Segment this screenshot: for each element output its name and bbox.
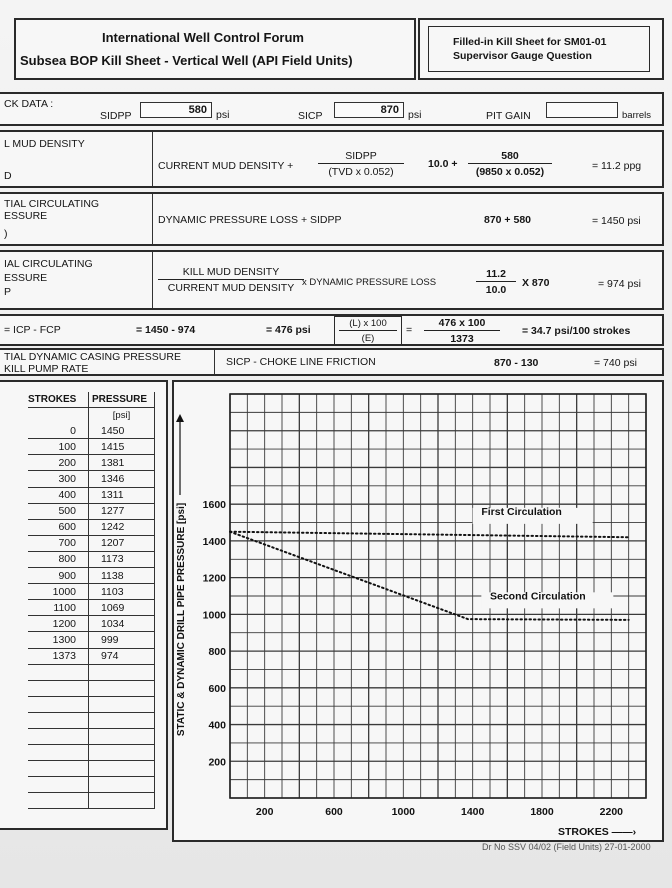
step-frac-den: (E) xyxy=(361,333,375,344)
strokes-cell xyxy=(28,728,89,744)
step-equals: = 476 psi xyxy=(266,324,311,336)
casing-calc: 870 - 130 xyxy=(494,357,539,369)
sheet-title: Subsea BOP Kill Sheet - Vertical Well (API Field Units) xyxy=(20,53,353,68)
series-line-1 xyxy=(230,532,629,538)
y-tick-label: 600 xyxy=(208,682,226,695)
step-left: = ICP - FCP xyxy=(4,324,61,336)
strokes-cell xyxy=(28,777,89,793)
pressure-cell xyxy=(89,745,155,761)
step-calc-den: 1373 xyxy=(450,333,474,345)
pressure-cell xyxy=(89,777,155,793)
table-row xyxy=(28,519,155,535)
casing-pressure-row xyxy=(0,348,664,376)
x-tick-label: 600 xyxy=(325,806,343,818)
step-calc-fraction xyxy=(424,317,500,345)
pressure-cell: 1242 xyxy=(89,519,155,535)
strokes-cell: 700 xyxy=(28,535,89,551)
table-row xyxy=(28,503,155,519)
pressure-cell: 1138 xyxy=(89,568,155,584)
pressure-cell xyxy=(89,680,155,696)
header-info-line1: Filled-in Kill Sheet for SM01-01 xyxy=(453,36,607,48)
fcp-times: x DYNAMIC PRESSURE LOSS xyxy=(302,277,437,288)
kill-mud-formula: CURRENT MUD DENSITY + xyxy=(158,160,294,172)
pressure-cell: 1415 xyxy=(89,439,155,455)
x-tick-label: 1800 xyxy=(530,806,554,818)
strokes-cell: 900 xyxy=(28,568,89,584)
strokes-cell xyxy=(28,664,89,680)
kill-mud-label-2: D xyxy=(4,170,12,182)
sidpp-unit: psi xyxy=(216,109,230,121)
table-row xyxy=(28,439,155,455)
strokes-cell xyxy=(28,761,89,777)
unit-spacer xyxy=(28,408,89,424)
pressure-chart-svg xyxy=(176,384,660,842)
sicp-label: SICP xyxy=(298,110,323,122)
strokes-table-body xyxy=(28,423,155,809)
strokes-cell: 600 xyxy=(28,519,89,535)
strokes-cell: 1300 xyxy=(28,632,89,648)
pressure-step-row xyxy=(0,314,664,346)
empty-table-row xyxy=(28,696,155,712)
fcp-frac-den: CURRENT MUD DENSITY xyxy=(167,282,295,294)
strokes-pressure-table xyxy=(28,392,155,809)
pressure-cell: 1311 xyxy=(89,487,155,503)
empty-table-row xyxy=(28,664,155,680)
pressure-cell: 1450 xyxy=(89,423,155,439)
table-row xyxy=(28,455,155,471)
empty-table-row xyxy=(28,728,155,744)
strokes-cell: 1373 xyxy=(28,648,89,664)
table-row xyxy=(28,600,155,616)
y-tick-label: 200 xyxy=(208,756,226,769)
x-tick-label: 1400 xyxy=(460,806,485,818)
empty-table-row xyxy=(28,793,155,809)
sidpp-field[interactable]: 580 xyxy=(140,102,212,118)
pressure-cell xyxy=(89,712,155,728)
pit-gain-unit: barrels xyxy=(622,110,652,121)
step-fraction-box xyxy=(334,316,402,346)
pressure-cell: 1069 xyxy=(89,600,155,616)
sidpp-label: SIDPP xyxy=(100,110,132,122)
empty-table-row xyxy=(28,761,155,777)
step-calc: = 1450 - 974 xyxy=(136,324,196,336)
casing-label-1: TIAL DYNAMIC CASING PRESSURE xyxy=(4,351,181,363)
pit-gain-field[interactable] xyxy=(546,102,618,118)
kill-mud-calc-den: (9850 x 0.052) xyxy=(475,166,545,178)
col-strokes-header: STROKES xyxy=(28,392,89,408)
table-row xyxy=(28,535,155,551)
header-info-box xyxy=(418,18,664,80)
y-tick-label: 400 xyxy=(208,719,226,732)
pressure-cell xyxy=(89,761,155,777)
fcp-label-3: P xyxy=(4,286,12,298)
y-axis-label: STATIC & DYNAMIC DRILL PIPE PRESSURE [psi] xyxy=(176,502,187,737)
table-row xyxy=(28,648,155,664)
table-row xyxy=(28,487,155,503)
table-row xyxy=(28,584,155,600)
strokes-cell: 1000 xyxy=(28,584,89,600)
pressure-cell xyxy=(89,728,155,744)
y-tick-label: 1000 xyxy=(202,609,226,622)
strokes-cell xyxy=(28,712,89,728)
sicp-unit: psi xyxy=(408,109,422,121)
pit-gain-label: PIT GAIN xyxy=(486,110,531,122)
fcp-calc-den: 10.0 xyxy=(485,284,507,296)
step-result: = 34.7 psi/100 strokes xyxy=(522,325,631,337)
pressure-cell: 1103 xyxy=(89,584,155,600)
fcp-row xyxy=(0,250,664,310)
pressure-cell xyxy=(89,664,155,680)
fcp-calc-fraction xyxy=(476,268,516,296)
table-row xyxy=(28,471,155,487)
table-row xyxy=(28,616,155,632)
strokes-cell: 1200 xyxy=(28,616,89,632)
strokes-cell: 200 xyxy=(28,455,89,471)
icp-formula: DYNAMIC PRESSURE LOSS + SIDPP xyxy=(158,214,342,226)
kill-mud-calc-num: 580 xyxy=(468,150,552,164)
step-frac-num: (L) x 100 xyxy=(339,318,397,331)
header-title-box xyxy=(14,18,416,80)
empty-table-row xyxy=(28,777,155,793)
strokes-cell xyxy=(28,696,89,712)
step-eq: = xyxy=(406,324,413,336)
footer-ref: Dr No SSV 04/02 (Field Units) 27-01-2000 xyxy=(482,842,651,852)
pressure-cell xyxy=(89,793,155,809)
kill-mud-density-row xyxy=(0,130,664,188)
step-calc-num: 476 x 100 xyxy=(424,317,500,331)
pressure-cell: 999 xyxy=(89,632,155,648)
step-fraction xyxy=(339,318,397,344)
empty-table-row xyxy=(28,680,155,696)
kick-data-label: CK DATA : xyxy=(4,98,54,110)
pressure-unit: [psi] xyxy=(89,408,155,424)
header-info-line2: Supervisor Gauge Question xyxy=(453,50,592,62)
fcp-label-1: IAL CIRCULATING xyxy=(4,258,93,270)
pressure-cell xyxy=(89,696,155,712)
y-tick-label: 1200 xyxy=(202,572,226,585)
strokes-cell: 400 xyxy=(28,487,89,503)
pressure-chart xyxy=(176,384,660,842)
casing-result: = 740 psi xyxy=(594,357,637,369)
pressure-cell: 974 xyxy=(89,648,155,664)
y-tick-label: 1600 xyxy=(202,499,226,512)
kill-mud-result: = 11.2 ppg xyxy=(592,160,642,172)
kill-mud-frac-num: SIDPP xyxy=(318,150,404,164)
icp-result: = 1450 psi xyxy=(592,215,641,227)
row-divider xyxy=(152,252,153,308)
icp-label-1: TIAL CIRCULATING xyxy=(4,198,100,210)
pressure-cell: 1173 xyxy=(89,551,155,567)
icp-row xyxy=(0,192,664,246)
y-tick-label: 800 xyxy=(208,646,226,659)
x-tick-label: 2200 xyxy=(599,806,624,818)
series-label-first-circulation: First Circulation xyxy=(481,506,562,519)
fcp-label-2: ESSURE xyxy=(4,272,48,284)
strokes-cell: 1100 xyxy=(28,600,89,616)
strokes-cell xyxy=(28,680,89,696)
strokes-cell: 800 xyxy=(28,551,89,567)
strokes-cell xyxy=(28,793,89,809)
series-label-second-circulation: Second Circulation xyxy=(490,590,586,603)
pressure-cell: 1034 xyxy=(89,616,155,632)
col-pressure-header: PRESSURE xyxy=(89,392,155,408)
kill-mud-fraction xyxy=(318,150,404,178)
fcp-frac-num: KILL MUD DENSITY xyxy=(158,266,304,280)
icp-label-3: ) xyxy=(4,228,8,240)
fcp-result: = 974 psi xyxy=(598,278,641,290)
icp-label-2: ESSURE xyxy=(4,210,48,222)
fcp-calc-num: 11.2 xyxy=(476,268,516,282)
x-tick-label: 200 xyxy=(255,806,274,818)
fcp-calc-tail: X 870 xyxy=(522,277,550,289)
fcp-fraction xyxy=(158,266,304,294)
table-row xyxy=(28,423,155,439)
strokes-cell: 100 xyxy=(28,439,89,455)
pressure-cell: 1277 xyxy=(89,503,155,519)
y-tick-label: 1400 xyxy=(202,535,226,548)
sicp-field[interactable]: 870 xyxy=(334,102,404,118)
kick-data-row xyxy=(0,92,664,126)
org-name: International Well Control Forum xyxy=(102,30,304,45)
table-row xyxy=(28,632,155,648)
kill-mud-calc-fraction xyxy=(468,150,552,178)
table-row xyxy=(28,568,155,584)
row-divider xyxy=(214,350,215,374)
kill-mud-calc-prefix: 10.0 + xyxy=(428,158,458,170)
x-axis-label: STROKES ——› xyxy=(558,826,637,838)
empty-table-row xyxy=(28,745,155,761)
icp-calc: 870 + 580 xyxy=(484,214,532,226)
kill-mud-label-1: L MUD DENSITY xyxy=(4,138,85,150)
casing-label-2: KILL PUMP RATE xyxy=(4,363,89,375)
strokes-cell xyxy=(28,745,89,761)
empty-table-row xyxy=(28,712,155,728)
header-info-inner xyxy=(428,26,650,72)
row-divider xyxy=(152,132,153,186)
strokes-cell: 300 xyxy=(28,471,89,487)
strokes-cell: 500 xyxy=(28,503,89,519)
casing-formula: SICP - CHOKE LINE FRICTION xyxy=(226,356,376,368)
x-tick-label: 1000 xyxy=(391,806,416,818)
table-row xyxy=(28,551,155,567)
pressure-cell: 1346 xyxy=(89,471,155,487)
strokes-cell: 0 xyxy=(28,423,89,439)
kill-mud-frac-den: (TVD x 0.052) xyxy=(328,166,394,178)
row-divider xyxy=(152,194,153,244)
pressure-cell: 1381 xyxy=(89,455,155,471)
pressure-cell: 1207 xyxy=(89,535,155,551)
